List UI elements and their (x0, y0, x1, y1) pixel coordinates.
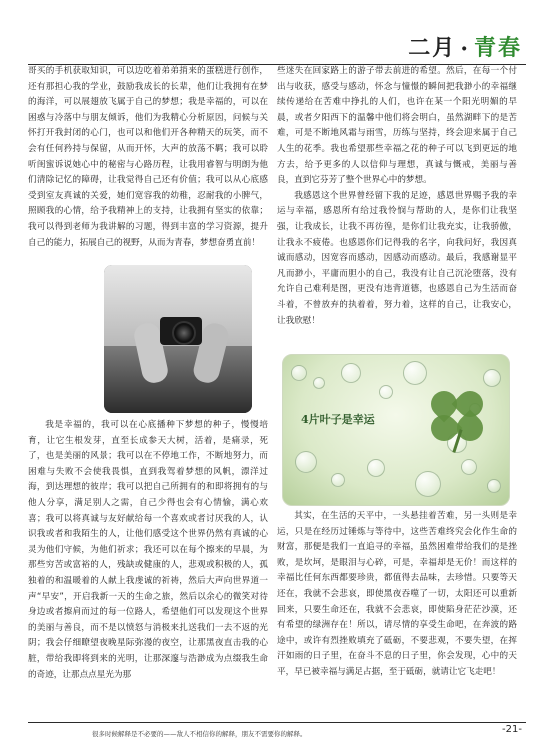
clover-photo (282, 354, 510, 506)
right-column-bottom (277, 509, 517, 681)
right-bottom-paragraph: 其实，在生活的天平中，一头悬挂着苦难，另一头则是幸运，只是在经历过锤炼与等待中，这些苦难终究会化作生命的财富，那便是我们一直追寻的幸福，虽然困难带给我们的是挫败，是坎坷，是眼泪与心碎，可是，幸福却是无价！而这样的幸福比任何东西都要珍贵，都值得去品味，去珍惜。只要等天还在，我就不会悲哀，即使黑夜吞噬了一切，太阳还可以重新回来，只要生命还在，我就不会悲哀，即使陷身茫茫沙漠，还有希望的绿洲存在！所以，请尽情的享受生命吧，在奔波的路途中，或许有烈挫败填充了砥砺，不要悲观，不要失望，在挥汗如雨的日子里，在奋斗不息的日子里，你会发现，心中的天平，早已被幸福与满足占据，至于砥砺，就请让它飞走吧！ (277, 511, 517, 677)
header-title: 青春 (473, 35, 522, 61)
camera-photo (104, 265, 252, 413)
bubble (483, 369, 501, 387)
bubble (313, 377, 325, 389)
footer-quote: 很多时候解释是不必要的——敌人不相信你的解释，朋友不需要你的解释。 (92, 730, 307, 738)
right-top-paragraph-2: 我感恩这个世界曾经留下我的足迹，感恩世界赐予我的幸运与幸福，感恩所有给过我怜悯与帮助的人，是你们让我坚强，让我成长，让我不再彷徨，是你们让我充实，让我骄傲，让我永不疲倦。也感恩你们记得我的名字，向我问好，我因真诚而感动，因宽容而感动，因感动而感动。最后，我感谢显平凡而渺小，平庸而胆小的自己，我没有让自己沉沦堕落，没有允许自己难利是图，更没有违背道德，也感恩自己为生活而奋斗着，不曾放弃的执着着，努力着，这样的自己，让我安心，让我欣慰！ (277, 190, 517, 326)
clover-caption: 4片叶子是幸运 (301, 413, 375, 426)
magazine-section-header (408, 32, 522, 62)
bubble (291, 365, 307, 381)
right-column-top (277, 64, 517, 329)
left-top-paragraph: 哥买的手机获取知识，可以边吃着弟弟捎来的蛋糕进行创作，还有那担心我的学业，鼓励我成长的长辈，他们让我拥有在梦的海洋，可以展翅放飞属于自己的梦想；我是幸福的，可以在困惑与冷落中与朋友倾诉，他们为我精心分析原因，问候与关怀打开我封闭的心门，也可以和他们开各种精天的玩笑，而不会有任何矜持与保留，从而开怀，大声的放荡不羁；我可以聆听闺蜜诉说她心中的秘密与心路历程，让我用睿智与明朗为他们清除记忆的障碍，让我觉得自己还有价值；我可以从心底感受到室友真诚的关爱，她们宽容我的幼稚，忍耐我的小脾气，照顾我的心情，给予我精神上的支持，让我拥有坚实的依靠；我可以得到老师为我讲解的习题，得到丰富的学习资源，提升自己的能力，拓展自己的视野，从而为青春，梦想奋勇直前！ (28, 66, 268, 248)
bubble (487, 479, 501, 493)
photo-ground (104, 346, 252, 413)
header-dot: · (460, 36, 470, 62)
bubble (461, 459, 477, 475)
header-month: 二月 (408, 35, 457, 61)
bubble (331, 473, 345, 487)
bubble (379, 385, 393, 399)
page-number: -21- (502, 724, 522, 735)
footer-rule (28, 722, 526, 723)
bubble (415, 471, 441, 497)
bubble (341, 363, 361, 383)
camera-lens-icon (172, 321, 196, 345)
bubble (403, 361, 427, 385)
bubble (295, 451, 317, 473)
left-column-bottom (28, 418, 268, 683)
left-column-top (28, 64, 268, 251)
left-bottom-paragraph: 我是幸福的，我可以在心底播种下梦想的种子，慢慢培育，让它生根发芽，直至长成参天大树，活着，是痛录，死了，也是美丽的风景；我可以在不停地工作，不断地努力，而困难与失败不会使我畏惧，直到我驾着梦想的风帆，漂洋过海，到达理想的彼岸；我可以把自己所拥有的和即将拥有的与他人分享，满足别人之需，自己少得也会有心情愉，满心欢喜；我可以将真诚与友好献给每一个喜欢或者讨厌我的人，认识我或者和我陌生的人，让他们感受这个世界仍然有真诚的心灵为他们守候，为他们祈求；我还可以在每个擦来的早晨，为那些穷苦或富裕的人，残缺或健康的人，悲观或积极的人，孤独着的和温暖着的人献上我虔诚的祈祷，然后大声向世界道一声“早安”，开启我新一天的生命之旅，然后以余心的微笑对待身边或者擦肩而过的每一位路人，希望他们可以发现这个世界的美丽与善良，而不是以愤怒与消极来扎送我们一去不返的光阴；我会仔细瞭望夜晚星际弥漫的夜空，让那黑夜直击我的心脏，带给我即将到来的光明，让那深邃与浩渺成为点缀我生命的奇迹，让那点点星光为那 (28, 420, 268, 680)
clover-icon (427, 389, 487, 449)
bubble (367, 459, 385, 477)
right-top-paragraph-1: 些迷失在回家路上的游子带去前进的希望。然后，在每一个付出与收获，感受与感动，怀念与憧憬的瞬间把我渺小的幸福继续传递给在苦难中挣扎的人们，也许在某一个阳光明媚的早晨，或者夕阳西下的温馨中他们将会明白，虽然湖畔下的是苦难，可是不断地风霜与雨雪，历练与坚持，终会迎来属于自己人生的花季。我也希望那些幸福之花的种子可以飞到更远的地方去，给予更多的人以信仰与理想，真诚与慨戒，美丽与善良，直到它芬芳了整个世界心中的梦想。 (277, 66, 517, 186)
